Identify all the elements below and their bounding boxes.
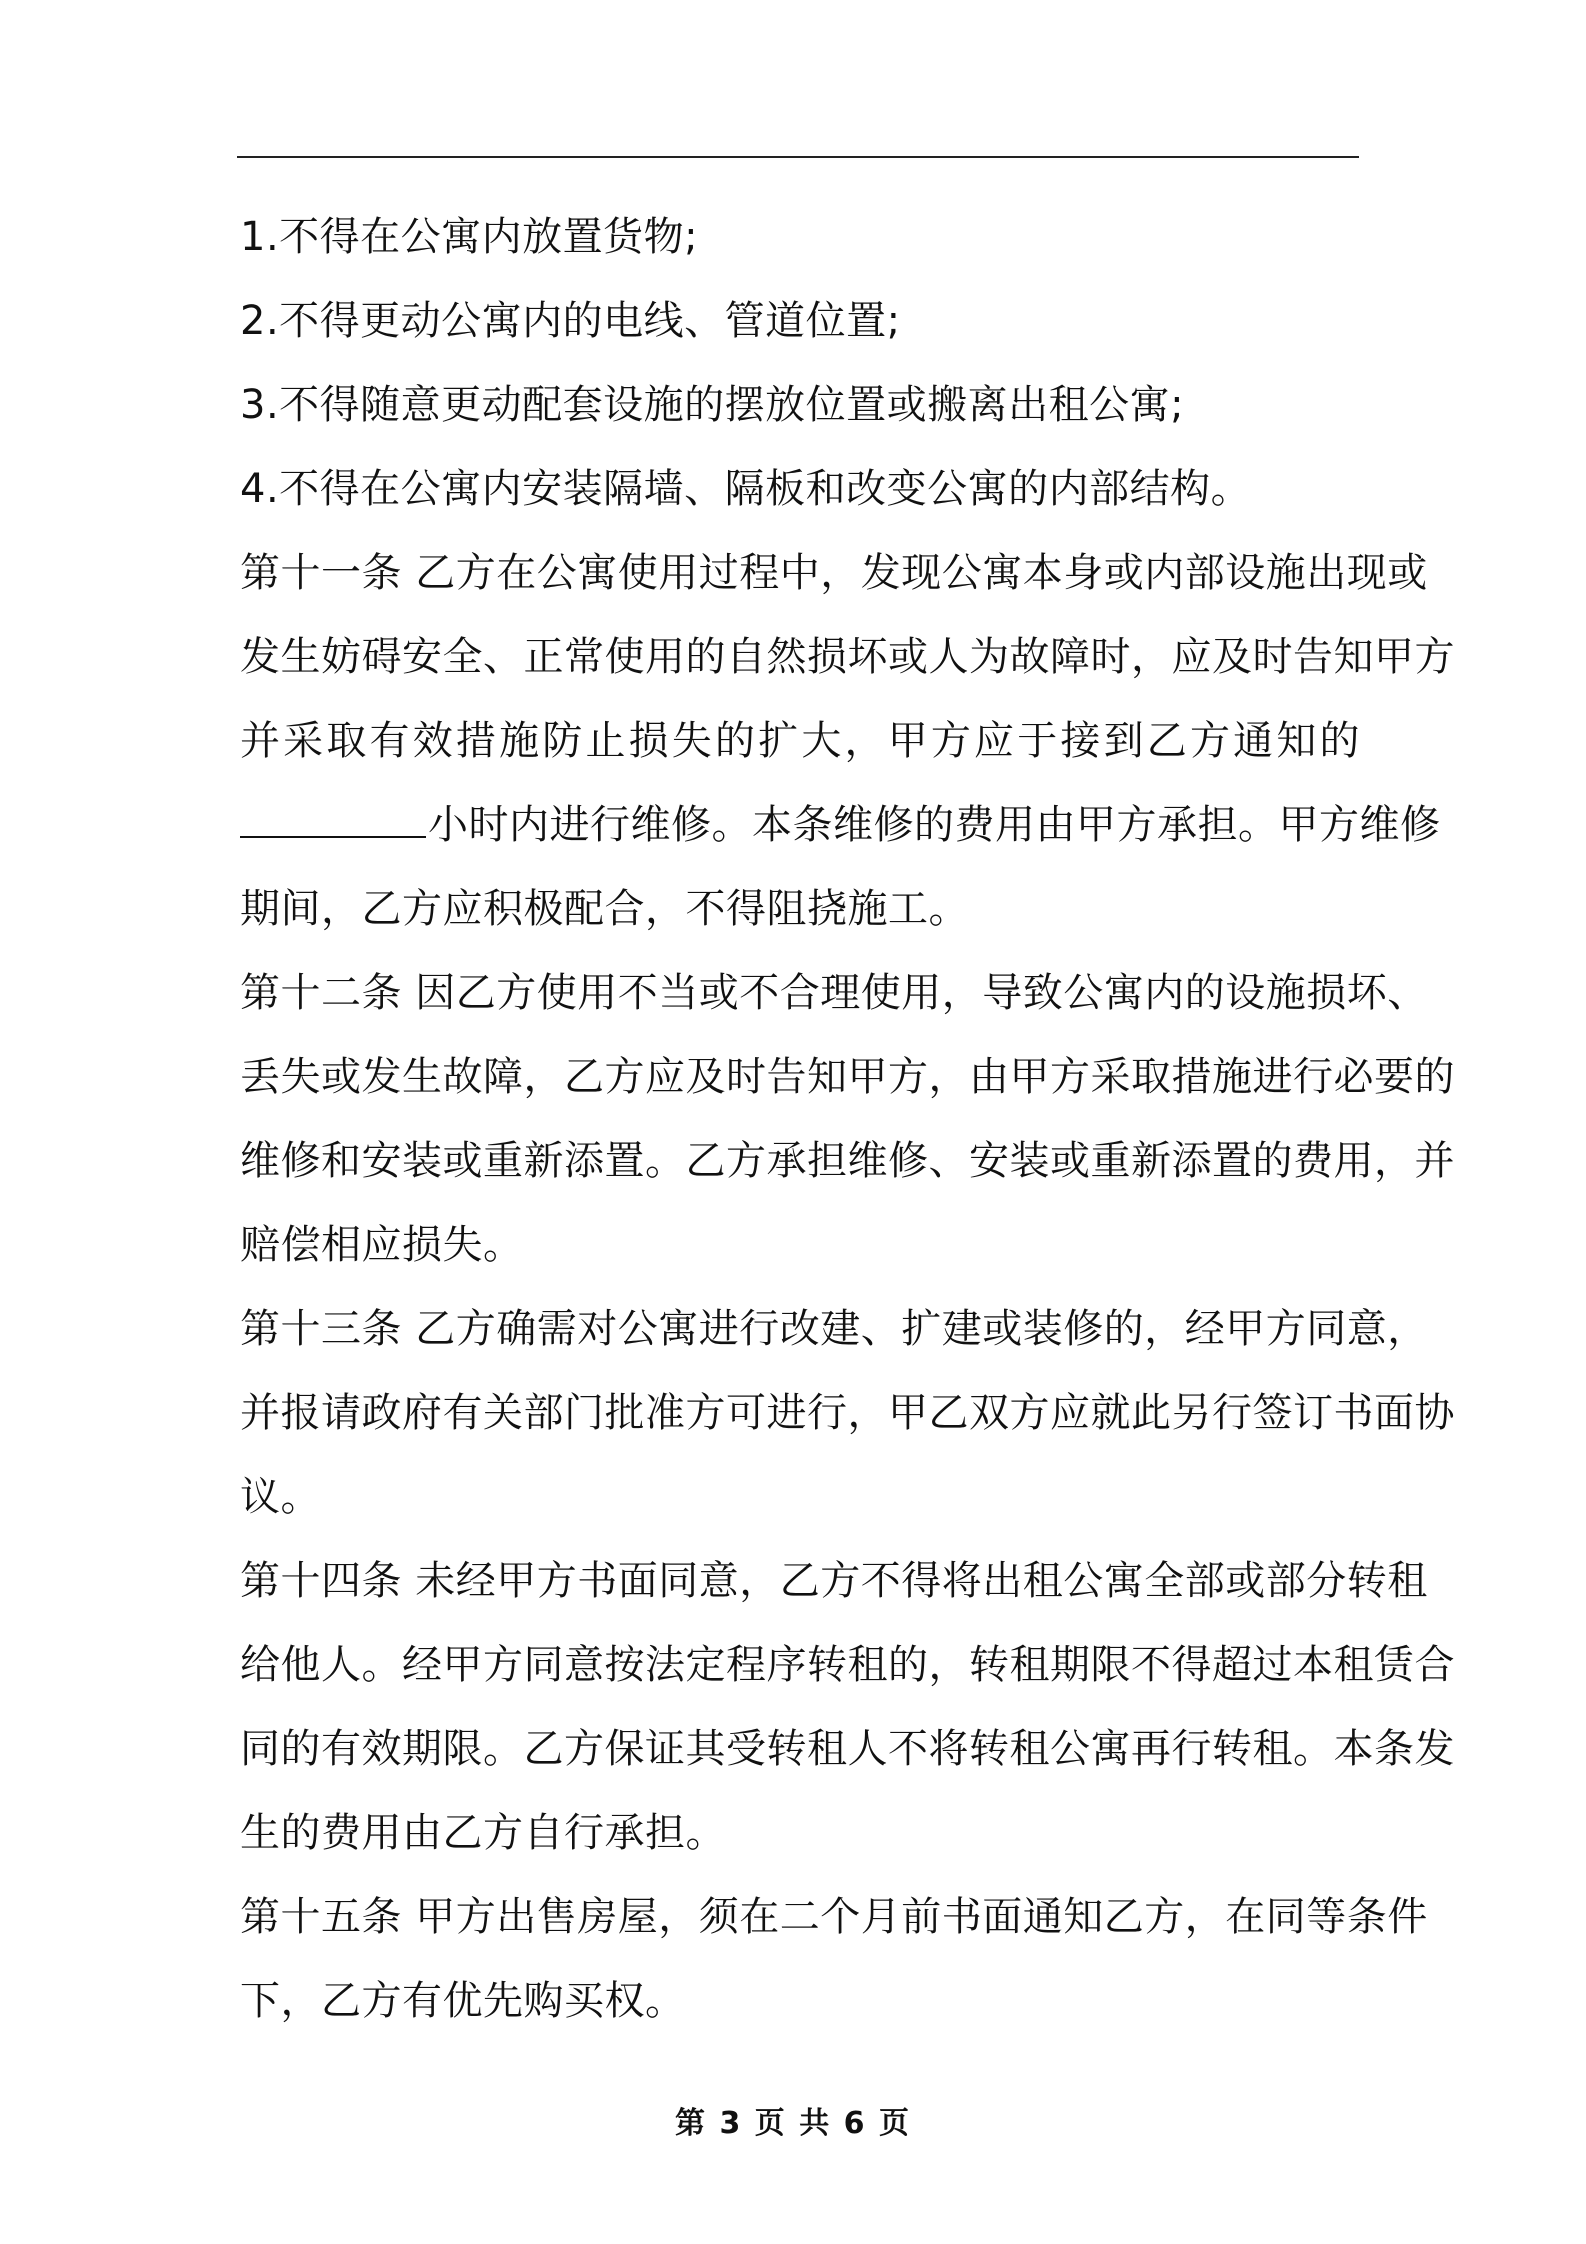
header-rule — [237, 156, 1359, 158]
article-14-line-4: 生的费用由乙方自行承担。 — [240, 1810, 726, 1856]
list-item-4: 4.不得在公寓内安装隔墙、隔板和改变公寓的内部结构。 — [240, 466, 1252, 512]
article-12-line-2: 丢失或发生故障，乙方应及时告知甲方，由甲方采取措施进行必要的 — [240, 1054, 1455, 1100]
article-12-line-3: 维修和安装或重新添置。乙方承担维修、安装或重新添置的费用，并 — [240, 1138, 1455, 1184]
document-body — [240, 195, 1455, 2043]
fill-in-blank — [240, 800, 426, 838]
list-item-1: 1.不得在公寓内放置货物; — [240, 214, 699, 260]
page-number: 第 3 页 共 6 页 — [675, 2106, 911, 2141]
article-15-line-1: 第十五条 甲方出售房屋，须在二个月前书面通知乙方，在同等条件 — [240, 1894, 1428, 1940]
article-11-line-1: 第十一条 乙方在公寓使用过程中，发现公寓本身或内部设施出现或 — [240, 550, 1428, 596]
list-item-3: 3.不得随意更动配套设施的摆放位置或搬离出租公寓; — [240, 382, 1185, 428]
article-13-line-3: 议。 — [240, 1474, 321, 1520]
article-11-line-4-text: 小时内进行维修。本条维修的费用由甲方承担。甲方维修 — [428, 802, 1441, 848]
article-13-line-2: 并报请政府有关部门批准方可进行，甲乙双方应就此另行签订书面协 — [240, 1390, 1455, 1436]
article-11-line-2: 发生妨碍安全、正常使用的自然损坏或人为故障时，应及时告知甲方 — [240, 634, 1455, 680]
article-13-line-1: 第十三条 乙方确需对公寓进行改建、扩建或装修的，经甲方同意， — [240, 1306, 1428, 1352]
article-14-line-1: 第十四条 未经甲方书面同意，乙方不得将出租公寓全部或部分转租 — [240, 1558, 1428, 1604]
article-11-line-4 — [240, 783, 1441, 867]
article-11-line-3: 并采取有效措施防止损失的扩大，甲方应于接到乙方通知的 — [240, 718, 1360, 764]
article-12-line-4: 赔偿相应损失。 — [240, 1222, 524, 1268]
article-12-line-1: 第十二条 因乙方使用不当或不合理使用，导致公寓内的设施损坏、 — [240, 970, 1428, 1016]
article-14-line-3: 同的有效期限。乙方保证其受转租人不将转租公寓再行转租。本条发 — [240, 1726, 1455, 1772]
article-11-line-5: 期间，乙方应积极配合，不得阻挠施工。 — [240, 886, 969, 932]
list-item-2: 2.不得更动公寓内的电线、管道位置; — [240, 298, 901, 344]
article-15-line-2: 下，乙方有优先购买权。 — [240, 1978, 686, 2024]
article-14-line-2: 给他人。经甲方同意按法定程序转租的，转租期限不得超过本租赁合 — [240, 1642, 1455, 1688]
